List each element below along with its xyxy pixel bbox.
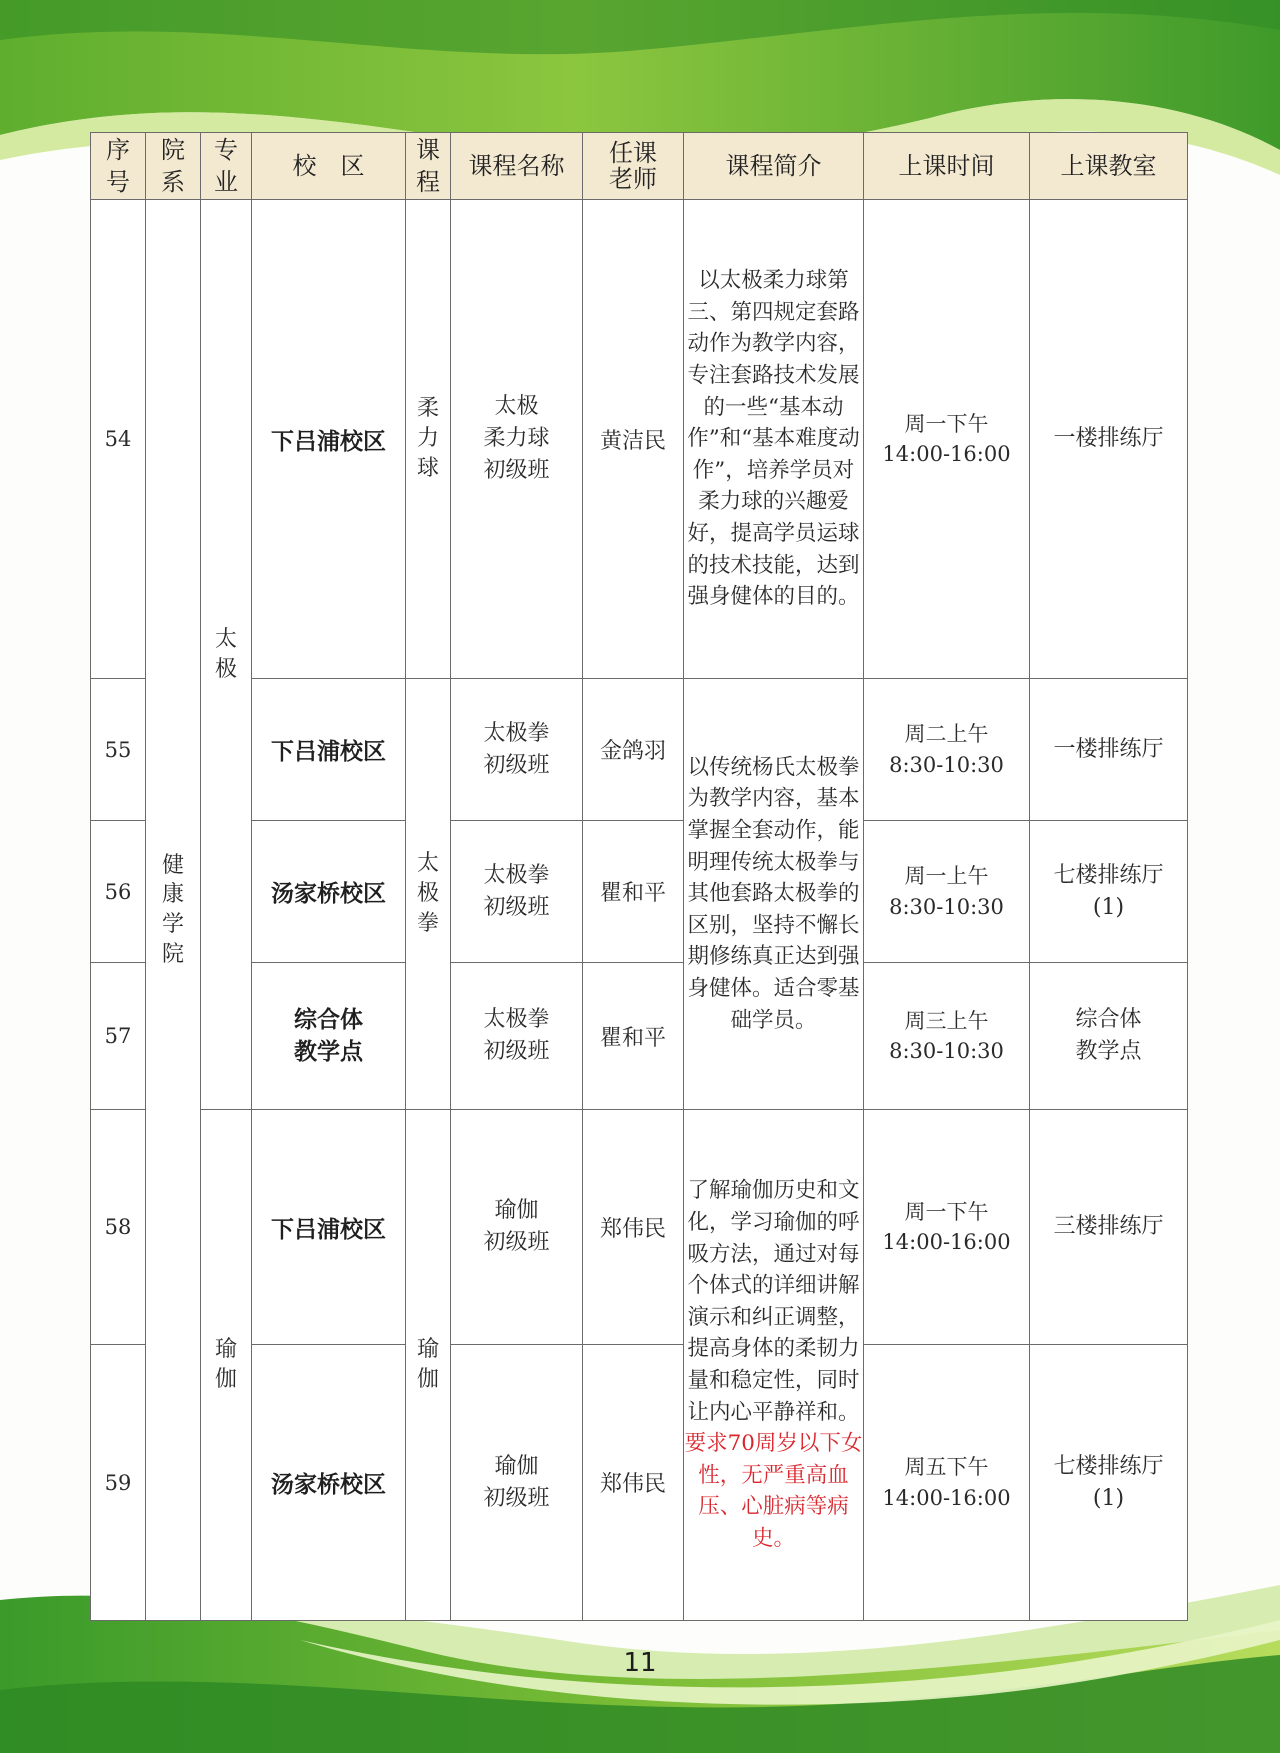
course-name-cell: 太极 柔力球 初级班 bbox=[451, 200, 583, 679]
table-row bbox=[91, 1110, 1188, 1345]
intro-requirement-note: 要求70周岁以下女性，无严重高血压、心脏病等病史。 bbox=[684, 1431, 863, 1551]
table-header-row bbox=[91, 133, 1188, 200]
teacher-cell: 瞿和平 bbox=[583, 963, 684, 1110]
course-cell-ball: 柔力球 bbox=[406, 200, 451, 679]
campus-cell: 汤家桥校区 bbox=[252, 1345, 406, 1621]
seq-cell: 56 bbox=[91, 821, 146, 963]
seq-cell: 58 bbox=[91, 1110, 146, 1345]
campus-cell: 下吕浦校区 bbox=[252, 200, 406, 679]
time-cell: 周一下午 14:00-16:00 bbox=[864, 1110, 1030, 1345]
room-cell: 一楼排练厅 bbox=[1030, 679, 1188, 821]
header-room: 上课教室 bbox=[1030, 133, 1188, 200]
course-schedule-table bbox=[90, 132, 1188, 1621]
header-intro: 课程简介 bbox=[684, 133, 864, 200]
major-cell-yoga: 瑜伽 bbox=[201, 1110, 252, 1621]
teacher-cell: 郑伟民 bbox=[583, 1110, 684, 1345]
course-name-cell: 太极拳 初级班 bbox=[451, 963, 583, 1110]
table-row bbox=[91, 200, 1188, 679]
time-cell: 周二上午 8:30-10:30 bbox=[864, 679, 1030, 821]
seq-cell: 54 bbox=[91, 200, 146, 679]
course-cell-yoga: 瑜伽 bbox=[406, 1110, 451, 1621]
table-row bbox=[91, 679, 1188, 821]
room-cell: 综合体 教学点 bbox=[1030, 963, 1188, 1110]
time-cell: 周五下午 14:00-16:00 bbox=[864, 1345, 1030, 1621]
major-cell-taiji: 太极 bbox=[201, 200, 252, 1110]
time-cell: 周三上午 8:30-10:30 bbox=[864, 963, 1030, 1110]
seq-cell: 57 bbox=[91, 963, 146, 1110]
room-cell: 七楼排练厅 (1) bbox=[1030, 1345, 1188, 1621]
intro-cell-ball: 以太极柔力球第三、第四规定套路动作为教学内容，专注套路技术发展的一些“基本动作”和“基本难度动作”，培养学员对柔力球的兴趣爱好，提高学员运球的技术技能，达到强身健体的目的。 bbox=[684, 200, 864, 679]
intro-cell-yoga: 了解瑜伽历史和文化，学习瑜伽的呼吸方法，通过对每个体式的详细讲解演示和纠正调整，提高身体的柔韧力量和稳定性，同时让内心平静祥和。要求70周岁以下女性，无严重高血压、心脏病等病史。 bbox=[684, 1110, 864, 1621]
header-course-name: 课程名称 bbox=[451, 133, 583, 200]
course-name-cell: 瑜伽 初级班 bbox=[451, 1345, 583, 1621]
teacher-cell: 郑伟民 bbox=[583, 1345, 684, 1621]
header-course: 课程 bbox=[406, 133, 451, 200]
header-teacher: 任课老师 bbox=[583, 133, 684, 200]
time-cell: 周一上午 8:30-10:30 bbox=[864, 821, 1030, 963]
teacher-cell: 黄洁民 bbox=[583, 200, 684, 679]
table-row bbox=[91, 821, 1188, 963]
seq-cell: 55 bbox=[91, 679, 146, 821]
header-seq: 序号 bbox=[91, 133, 146, 200]
room-cell: 三楼排练厅 bbox=[1030, 1110, 1188, 1345]
page-number: 11 bbox=[623, 1648, 657, 1678]
campus-cell: 下吕浦校区 bbox=[252, 679, 406, 821]
teacher-cell: 金鸽羽 bbox=[583, 679, 684, 821]
room-cell: 七楼排练厅 (1) bbox=[1030, 821, 1188, 963]
dept-cell: 健康学院 bbox=[146, 200, 201, 1621]
header-major: 专业 bbox=[201, 133, 252, 200]
course-name-cell: 太极拳 初级班 bbox=[451, 679, 583, 821]
teacher-cell: 瞿和平 bbox=[583, 821, 684, 963]
course-name-cell: 太极拳 初级班 bbox=[451, 821, 583, 963]
intro-cell-quan: 以传统杨氏太极拳为教学内容，基本掌握全套动作，能明理传统太极拳与其他套路太极拳的区别，坚持不懈长期修练真正达到强身健体。适合零基础学员。 bbox=[684, 679, 864, 1110]
seq-cell: 59 bbox=[91, 1345, 146, 1621]
campus-cell: 综合体 教学点 bbox=[252, 963, 406, 1110]
campus-cell: 下吕浦校区 bbox=[252, 1110, 406, 1345]
table-row bbox=[91, 1345, 1188, 1621]
time-cell: 周一下午 14:00-16:00 bbox=[864, 200, 1030, 679]
campus-cell: 汤家桥校区 bbox=[252, 821, 406, 963]
header-campus: 校 区 bbox=[252, 133, 406, 200]
header-dept: 院系 bbox=[146, 133, 201, 200]
course-name-cell: 瑜伽 初级班 bbox=[451, 1110, 583, 1345]
header-time: 上课时间 bbox=[864, 133, 1030, 200]
course-cell-quan: 太极拳 bbox=[406, 679, 451, 1110]
room-cell: 一楼排练厅 bbox=[1030, 200, 1188, 679]
table-row bbox=[91, 963, 1188, 1110]
